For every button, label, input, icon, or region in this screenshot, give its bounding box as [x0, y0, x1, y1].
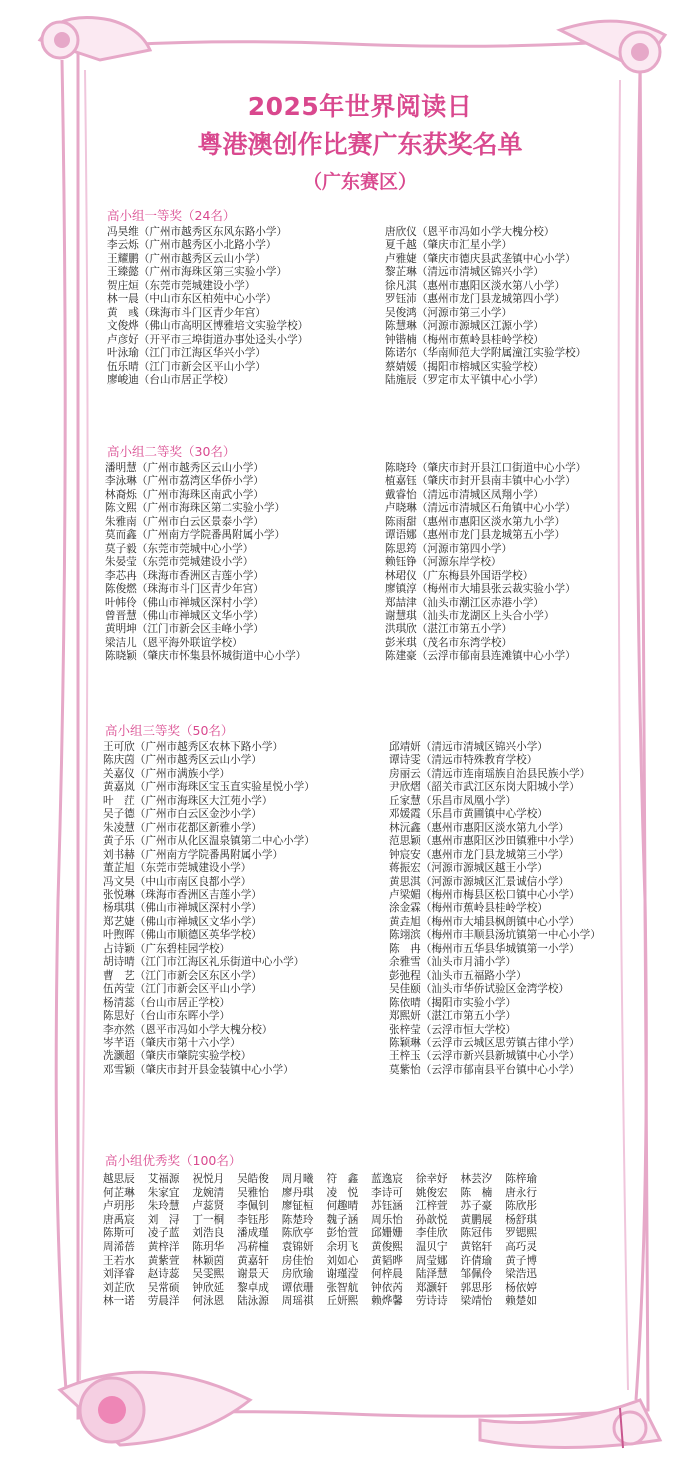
winner-entry: 卢雅婕（肇庆市德庆县武垄镇中心小学） [385, 252, 576, 265]
excellent-name: 劳晨洋 [147, 1295, 180, 1308]
excellent-name: 吴雅怡 [237, 1186, 269, 1199]
winner-entry: 邓媛霞（乐昌市黄圃镇中心学校） [389, 808, 548, 821]
winner-entry: 黄明坤（江门市新会区圭峰小学） [105, 623, 264, 636]
section-third-prize [95, 723, 625, 1076]
winner-entry: 冼灏超（肇庆市肇院实验学校） [103, 1050, 252, 1063]
excellent-name: 苏子豪 [460, 1200, 493, 1213]
winner-entry: 朱晏莹（东莞市莞城建设小学） [105, 556, 254, 569]
excellent-name: 李佩钊 [237, 1200, 269, 1213]
excellent-name: 黄子博 [505, 1254, 537, 1267]
section-heading: 高小组二等奖（30名） [107, 444, 236, 459]
winner-entry: 廖峻迪（台山市居正学校） [107, 373, 235, 386]
winner-entry: 谢慧琪（汕头市龙湖区上头合小学） [385, 609, 555, 622]
winner-entry: 丘家慧（乐昌市凤凰小学） [389, 794, 517, 807]
winner-entry: 林沅鑫（惠州市惠阳区淡水第九小学） [389, 821, 570, 834]
winner-entry: 叶泳瑜（江门市江海区华兴小学） [107, 347, 266, 360]
excellent-name: 何趣晴 [326, 1200, 359, 1213]
winner-entry: 文俊烨（佛山市高明区博雅培文实验学校） [107, 320, 309, 333]
excellent-name: 冯菥橦 [237, 1240, 269, 1253]
excellent-name: 陈欣亭 [281, 1227, 314, 1240]
excellent-name: 温贝宁 [415, 1240, 448, 1253]
excellent-name: 陈梓瑜 [505, 1173, 537, 1185]
excellent-name: 卢蕊贤 [192, 1200, 225, 1213]
winner-entry: 李亦然（恩平市冯如小学大槐分校） [103, 1023, 273, 1036]
first-prize-right-list [385, 226, 586, 387]
excellent-name: 刘如心 [326, 1254, 359, 1267]
excellent-name: 江梓萱 [415, 1200, 448, 1213]
scroll-left-edge [56, 60, 66, 1390]
excellent-name: 钟依芮 [371, 1281, 403, 1294]
winner-entry: 陈俊燃（珠海市斗门区青少年宫） [105, 583, 264, 596]
winner-entry: 邱靖妍（清远市清城区锦兴小学） [389, 741, 548, 753]
winner-entry: 张梓莹（云浮市恒大学校） [389, 1023, 517, 1036]
section-heading: 高小组三等奖（50名） [105, 723, 234, 738]
winner-entry: 岑芊语（肇庆市第十六小学） [103, 1036, 241, 1049]
section-first-prize [95, 208, 625, 386]
excellent-name: 艾福源 [147, 1173, 180, 1185]
second-prize-right-list [385, 462, 586, 664]
excellent-name: 魏子涵 [326, 1213, 359, 1226]
first-prize-left-list [107, 226, 308, 387]
winner-entry: 陈晓颖（肇庆市怀集县怀城街道中心小学） [105, 650, 307, 663]
winner-entry: 吴俊鸿（河源市第三小学） [385, 306, 513, 319]
winner-entry: 唐欣仪（恩平市冯如小学大槐分校） [385, 226, 555, 238]
excellent-name: 卢玥彤 [103, 1200, 135, 1213]
winner-entry: 赖钰铮（河源东岸学校） [385, 556, 502, 569]
winner-entry: 潘明慧（广州市越秀区云山小学） [105, 462, 264, 474]
winner-entry: 刘书赫（广州南方学院番禺附属小学） [103, 848, 284, 861]
excellent-name: 陆泳源 [237, 1295, 269, 1308]
winner-entry: 钟宸安（惠州市龙门县龙城第三小学） [389, 848, 570, 861]
excellent-name: 陈斯可 [103, 1227, 135, 1240]
excellent-name: 陆泽慧 [415, 1268, 448, 1281]
excellent-name: 林颖茵 [192, 1254, 225, 1267]
excellent-name: 吴常硕 [147, 1281, 180, 1294]
excellent-name: 黄铭轩 [460, 1240, 493, 1253]
excellent-name: 余玥飞 [326, 1240, 359, 1253]
excellent-name: 符 鑫 [326, 1173, 359, 1185]
winner-entry: 占诗颖（广东碧桂园学校） [103, 942, 231, 955]
excellent-name: 丘妍熙 [326, 1295, 359, 1308]
excellent-name: 王若水 [103, 1254, 135, 1267]
winner-entry: 林裔烁（广州市海珠区南武小学） [105, 488, 264, 501]
winner-entry: 尹欣熠（韶关市武江区东岗大阳城小学） [389, 781, 580, 794]
excellent-name: 刘 浔 [147, 1213, 180, 1226]
excellent-name: 凌 悦 [326, 1186, 359, 1199]
excellent-name: 劳诗诗 [415, 1295, 448, 1308]
excellent-name: 彭怡萱 [326, 1227, 359, 1240]
excellent-name: 陈楚玲 [281, 1213, 314, 1226]
excellent-name: 林一诺 [103, 1295, 135, 1308]
winner-entry: 李芯冉（珠海市香洲区吉莲小学） [105, 569, 264, 582]
winner-entry: 黄子乐（广州市从化区温泉镇第二中心小学） [103, 835, 315, 848]
excellent-name: 许倩瑜 [460, 1254, 493, 1267]
winner-entry: 陈依晴（揭阳市实验小学） [389, 996, 517, 1009]
excellent-name: 黄鹏展 [460, 1213, 493, 1226]
excellent-name: 邹佩伶 [460, 1268, 493, 1281]
excellent-name: 苏钰涵 [371, 1200, 403, 1213]
excellent-name: 房佳怡 [281, 1254, 314, 1267]
winner-entry: 胡诗晴（江门市江海区礼乐街道中心小学） [103, 956, 305, 969]
page-title-region: （广东赛区） [302, 171, 417, 193]
excellent-name: 廖钲桓 [281, 1200, 314, 1213]
winner-entry: 洪琪欣（湛江市第五小学） [385, 623, 513, 636]
excellent-name: 丁一桐 [192, 1213, 225, 1226]
winner-entry: 吴佳颐（汕头市华侨试验区金湾学校） [389, 983, 570, 996]
winner-entry: 房丽云（清远市连南瑶族自治县民族小学） [389, 767, 591, 780]
excellent-name: 黄紫萱 [147, 1254, 180, 1267]
winner-entry: 叶帏伶（佛山市禅城区深村小学） [105, 596, 264, 609]
winner-entry: 陈雨甜（惠州市惠阳区淡水第九小学） [385, 515, 566, 528]
winner-entry: 陈思筠（河源市第四小学） [385, 542, 513, 555]
excellent-name: 周月曦 [281, 1173, 314, 1185]
third-prize-right-list [389, 741, 601, 1077]
excellent-name: 姚俊宏 [415, 1186, 448, 1199]
section-second-prize [95, 444, 625, 663]
excellent-name: 朱玲慧 [147, 1200, 180, 1213]
winner-entry: 陈颖琳（云浮市云城区思劳镇古律小学） [389, 1036, 580, 1049]
page-title-line1: 2025年世界阅读日 [247, 92, 473, 121]
scroll-curl-top-left [40, 18, 150, 61]
excellent-name: 杨依婷 [505, 1281, 537, 1294]
winner-entry: 徐凡淇（惠州市惠阳区淡水第八小学） [385, 279, 566, 292]
winner-entry: 卢晓琳（清远市清城区石角镇中心小学） [385, 502, 576, 515]
winner-entry: 陆施辰（罗定市太平镇中心小学） [385, 373, 544, 386]
excellent-name: 潘成瑾 [237, 1227, 269, 1240]
winner-entry: 陈诺尔（华南师范大学附属潼江实验学校） [385, 347, 587, 360]
excellent-name: 廖丹琪 [281, 1186, 314, 1199]
winner-entry: 李泳琳（广州市荔湾区华侨小学） [105, 475, 264, 488]
winner-entry: 冯昊维（广州市越秀区东风东路小学） [107, 226, 288, 238]
winner-entry: 黄思淇（河源市源城区汇景诚信小学） [389, 875, 570, 888]
winner-entry: 陈晓玲（肇庆市封开县江口街道中心小学） [385, 462, 587, 474]
excellent-name: 陈欣彤 [505, 1200, 537, 1213]
section-heading: 高小组一等奖（24名） [107, 208, 236, 223]
winner-entry: 陈庆茵（广州市越秀区云山小学） [103, 754, 262, 767]
excellent-name: 周瑶祺 [281, 1295, 314, 1308]
excellent-name: 郑灏轩 [415, 1281, 448, 1294]
winner-entry: 梁洁儿（恩平海外联谊学校） [105, 636, 243, 649]
winner-entry: 陈思好（台山市东晖小学） [103, 1010, 231, 1023]
winner-entry: 戴睿怡（清远市清城区凤翔小学） [385, 488, 544, 501]
excellent-name: 黄梓洋 [147, 1240, 180, 1253]
winner-entry: 叶 茳（广州市海珠区大江苑小学） [103, 794, 273, 807]
excellent-name: 蓝逸宸 [371, 1173, 403, 1185]
excellent-name: 谢景天 [237, 1268, 269, 1281]
winner-entry: 莫而鑫（广州南方学院番禺附属小学） [105, 529, 286, 542]
winner-entry: 郑熙妍（湛江市第五小学） [389, 1010, 517, 1023]
excellent-name: 徐幸妤 [415, 1173, 448, 1185]
winner-entry: 蒋振宏（河源市源城区越王小学） [389, 862, 548, 875]
winner-entry: 邓雪颖（肇庆市封开县金装镇中心小学） [103, 1063, 294, 1076]
excellent-name: 刘泽睿 [103, 1268, 135, 1281]
winner-entry: 关嘉仪（广州市满族小学） [103, 767, 231, 780]
section-heading: 高小组优秀奖（100名） [105, 1153, 242, 1168]
excellent-name: 越思辰 [103, 1173, 135, 1185]
excellent-name: 周浠蓓 [103, 1240, 135, 1253]
winner-entry: 王可欣（广州市越秀区农林下路小学） [103, 741, 284, 753]
excellent-name: 黄俊熙 [371, 1240, 403, 1253]
winner-entry: 涂金霖（梅州市蕉岭县桂岭学校） [389, 902, 548, 915]
excellent-name: 谭依珊 [281, 1281, 314, 1294]
excellent-name: 杨舒琪 [505, 1213, 537, 1226]
excellent-name: 孙歆悦 [415, 1213, 448, 1226]
winner-entry: 董芷旭（东莞市莞城建设小学） [103, 862, 252, 875]
winner-entry: 黄垚旭（梅州市大埔县枫朗镇中心小学） [389, 915, 580, 928]
excellent-name: 祝悦月 [192, 1173, 225, 1185]
winner-entry: 罗钰沛（惠州市龙门县龙城第四小学） [385, 293, 566, 306]
excellent-name: 梁靖怡 [460, 1295, 493, 1308]
winner-entry: 陈文熙（广州市海珠区第二实验小学） [105, 502, 286, 515]
excellent-name: 刘芷欣 [103, 1281, 135, 1294]
excellent-name: 罗锶熙 [505, 1227, 537, 1240]
winner-entry: 朱雅南（广州市白云区景泰小学） [105, 515, 264, 528]
excellent-name: 陈玥华 [192, 1240, 225, 1253]
excellent-name: 林芸汐 [460, 1173, 493, 1185]
excellent-name: 梁浩迅 [505, 1268, 537, 1281]
excellent-name: 李钰彤 [237, 1213, 269, 1226]
excellent-name: 赖烨馨 [371, 1295, 403, 1308]
page-title-line2: 粤港澳创作比赛广东获奖名单 [197, 130, 523, 159]
winner-entry: 莫子毅（东莞市莞城中心小学） [105, 542, 254, 555]
winner-entry: 余雅雪（汕头市月浦小学） [389, 956, 517, 969]
excellent-name: 陈 楠 [460, 1186, 493, 1199]
excellent-name: 陈冠伟 [460, 1227, 493, 1240]
excellent-name: 袁锦妍 [281, 1240, 314, 1253]
excellent-name: 黎卓成 [237, 1281, 269, 1294]
winner-entry: 朱凌慧（广州市花都区新雅小学） [103, 821, 262, 834]
excellent-name: 赵诗蕊 [147, 1268, 180, 1281]
winner-entry: 王臻懿（广州市海珠区第三实验小学） [107, 266, 288, 279]
winner-entry: 陈 冉（梅州市五华县华城镇第一小学） [389, 942, 580, 955]
winner-entry: 植嘉钰（肇庆市封开县南丰镇中心小学） [385, 475, 576, 488]
winner-entry: 钟锴楠（梅州市蕉岭县桂岭学校） [385, 333, 544, 346]
winner-entry: 杨清蕊（台山市居正学校） [103, 996, 231, 1009]
excellent-name: 黄韬晔 [371, 1254, 403, 1267]
winner-entry: 蔡婧媛（揭阳市榕城区实验学校） [385, 360, 544, 373]
excellent-name: 吴皓俊 [237, 1173, 269, 1185]
winner-entry: 陈建豪（云浮市郁南县连滩镇中心小学） [385, 650, 576, 663]
excellent-name: 唐永行 [505, 1186, 537, 1199]
winner-entry: 杨琪琪（佛山市禅城区深村小学） [103, 902, 262, 915]
winner-entry: 彭米琪（茂名市东湾学校） [385, 636, 513, 649]
third-prize-left-list [103, 741, 315, 1077]
winner-entry: 张悦琳（珠海市香洲区吉莲小学） [103, 888, 262, 901]
excellent-name: 黄嘉轩 [237, 1254, 269, 1267]
winner-entry: 曹 艺（江门市新会区东区小学） [103, 969, 262, 982]
second-prize-left-list [105, 462, 306, 664]
excellent-name: 何泳恩 [192, 1295, 225, 1308]
winner-entry: 黄 彧（珠海市斗门区青少年宫） [107, 306, 266, 319]
winner-entry: 伍乐晴（江门市新会区平山小学） [107, 360, 266, 373]
winner-entry: 范思颖（惠州市惠阳区沙田镇雅中小学） [389, 835, 580, 848]
excellent-name: 周乐怡 [371, 1213, 403, 1226]
excellent-name: 吴雯熙 [192, 1268, 225, 1281]
excellent-name: 龙婉清 [192, 1186, 225, 1199]
excellent-name: 周莹娜 [415, 1254, 448, 1267]
winner-entry: 林一晨（中山市东区柏苑中心小学） [107, 293, 277, 306]
winner-entry: 伍芮莹（江门市新会区平山小学） [103, 983, 262, 996]
winner-entry: 黄嘉岚（广州市海珠区宝玉直实验星悦小学） [103, 781, 315, 794]
excellent-name: 谢瑾滢 [326, 1268, 359, 1281]
winner-entry: 夏千越（肇庆市汇星小学） [385, 239, 513, 252]
excellent-name: 邱姗姗 [371, 1227, 403, 1240]
excellent-name: 何芷琳 [103, 1186, 135, 1199]
winner-entry: 郑喆津（汕头市潮江区赤港小学） [385, 596, 544, 609]
winner-entry: 郑艺婕（佛山市禅城区文华小学） [103, 915, 262, 928]
excellent-name: 房欣瑜 [281, 1268, 314, 1281]
winner-entry: 卢彦好（开平市三埠街道办事处迳头小学） [107, 333, 309, 346]
winner-entry: 王耀鹏（广州市越秀区云山小学） [107, 252, 266, 265]
excellent-name: 李佳欣 [415, 1227, 448, 1240]
excellent-name: 刘浩良 [192, 1227, 225, 1240]
winner-entry: 叶煦晖（佛山市顺德区英华学校） [103, 929, 262, 942]
winner-entry: 冯文昊（中山市南区良都小学） [103, 875, 252, 888]
winner-entry: 曾晋慧（佛山市禅城区文华小学） [105, 609, 264, 622]
winner-entry: 卢梁媚（梅州市梅县区松口镇中心小学） [389, 888, 580, 901]
winner-entry: 陈翊滨（梅州市丰顺县汤坑镇第一中心小学） [389, 929, 601, 942]
excellent-name: 唐禹宸 [103, 1213, 135, 1226]
winner-entry: 吴子德（广州市白云区金沙小学） [103, 808, 262, 821]
winner-entry: 李云烁（广州市越秀区小北路小学） [107, 239, 277, 252]
excellent-name: 凌子蓝 [147, 1227, 180, 1240]
winner-entry: 彭弛程（汕头市五福路小学） [389, 969, 527, 982]
winner-entry: 谭语娜（惠州市龙门县龙城第五小学） [385, 529, 566, 542]
excellent-name: 高巧灵 [505, 1240, 537, 1253]
excellent-name: 张智航 [326, 1281, 359, 1294]
winner-entry: 陈慧琳（河源市源城区江源小学） [385, 320, 544, 333]
excellent-name: 赖楚如 [505, 1295, 537, 1308]
excellent-name: 何梓晨 [371, 1268, 403, 1281]
excellent-name: 钟欣延 [192, 1281, 225, 1294]
excellent-name: 朱家宜 [147, 1186, 180, 1199]
excellent-prize-grid [103, 1173, 625, 1309]
winner-entry: 谭诗雯（清远市特殊教育学校） [389, 754, 538, 767]
winner-entry: 廖镇淳（梅州市大埔县张云裁实验小学） [385, 583, 576, 596]
excellent-name: 郭思彤 [460, 1281, 493, 1294]
winner-entry: 王梓玉（云浮市新兴县新城镇中心小学） [389, 1050, 580, 1063]
winner-entry: 莫紫怡（云浮市郁南县平台镇中心小学） [389, 1063, 580, 1076]
section-excellent-prize [95, 1153, 625, 1309]
excellent-name: 李诗可 [371, 1186, 403, 1199]
winner-entry: 黎芷琳（清远市清城区锦兴小学） [385, 266, 544, 279]
winner-entry: 贺庄烜（东莞市莞城建设小学） [107, 279, 256, 292]
winner-entry: 林珺仪（广东梅县外国语学校） [385, 569, 534, 582]
